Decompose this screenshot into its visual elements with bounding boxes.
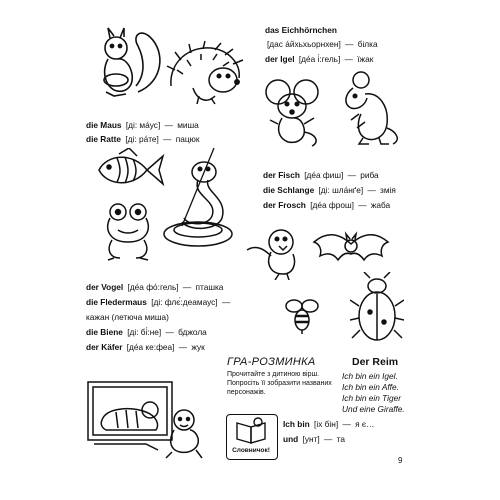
hedgehog-illustration xyxy=(163,40,249,106)
glossary-label: Словничок! xyxy=(232,447,270,454)
vocab-translation: жаба xyxy=(370,200,391,210)
fish-illustration xyxy=(93,148,165,192)
vocab-word: die Biene xyxy=(86,327,123,337)
poem-line: Ich bin ein Igel. xyxy=(342,371,398,381)
vocab-line-eichhoernchen-translation xyxy=(265,39,378,49)
vocab-dash: — xyxy=(347,170,356,180)
vocab-dash: — xyxy=(165,327,174,337)
glossary-dash: — xyxy=(342,419,351,429)
vocab-dash: — xyxy=(358,200,367,210)
vocab-transcription: [ді: бі́:не] xyxy=(127,327,162,337)
glossary-line-ich-bin xyxy=(283,419,374,429)
vocab-transcription: [де́а фиш] xyxy=(304,170,344,180)
vocab-dash: — xyxy=(345,39,354,49)
mouse-illustration xyxy=(258,76,330,148)
vocab-word: die Schlange xyxy=(263,185,315,195)
vocab-line-vogel xyxy=(86,282,223,292)
vocab-translation: пташка xyxy=(195,282,224,292)
vocab-translation: їжак xyxy=(357,54,374,64)
poem-line: Ich bin ein Affe. xyxy=(342,382,399,392)
vocab-translation: бджола xyxy=(178,327,207,337)
glossary-word: und xyxy=(283,434,299,444)
vocab-translation: кажан (летюча миша) xyxy=(86,312,169,322)
book-icon xyxy=(227,415,277,447)
vocab-transcription: [дас а́йхьхьорнхен] xyxy=(267,39,341,49)
bat-illustration xyxy=(310,222,392,272)
bird-illustration xyxy=(243,224,305,280)
vocab-dash: — xyxy=(163,134,172,144)
vocab-translation: білка xyxy=(357,39,378,49)
glossary-line-und xyxy=(283,434,345,444)
glossary-transcription: [унт] xyxy=(302,434,320,444)
vocab-word: das Eichhörnchen xyxy=(265,25,337,35)
vocab-translation: пацюк xyxy=(175,134,200,144)
vocab-transcription: [ді: ма́ус] xyxy=(125,120,161,130)
poem-line: Ich bin ein Tiger xyxy=(342,393,401,403)
game-title: ГРА-РОЗМИНКА xyxy=(227,356,316,368)
vocab-line-schlange xyxy=(263,185,396,195)
vocab-line-kaefer xyxy=(86,342,205,352)
glossary-translation: я є… xyxy=(355,419,375,429)
vocab-line-igel xyxy=(265,54,373,64)
snake-illustration xyxy=(158,146,240,256)
vocab-word: der Käfer xyxy=(86,342,123,352)
vocab-word: der Igel xyxy=(265,54,295,64)
vocab-line-maus xyxy=(86,120,199,130)
glossary-word: Ich bin xyxy=(283,419,310,429)
vocab-dash: — xyxy=(182,282,192,292)
vocab-transcription: [де́а фо́:гель] xyxy=(127,282,179,292)
vocab-translation: жук xyxy=(191,342,205,352)
vocab-word: der Frosch xyxy=(263,200,306,210)
crawling-baby-illustration xyxy=(160,408,210,460)
vocab-dash: — xyxy=(221,297,231,307)
vocab-dash: — xyxy=(367,185,376,195)
vocab-translation: миша xyxy=(177,120,199,130)
game-instructions: Прочитайте з дитиною вірш. Попросіть її зобразити названих персонажів. xyxy=(227,371,332,396)
vocab-transcription: [де́а фрош] xyxy=(310,200,354,210)
vocab-line-biene xyxy=(86,327,207,337)
vocab-translation: риба xyxy=(360,170,379,180)
vocab-translation: змія xyxy=(380,185,396,195)
vocab-line-fisch xyxy=(263,170,379,180)
vocab-dash: — xyxy=(344,54,353,64)
glossary-translation: та xyxy=(336,434,345,444)
frog-illustration xyxy=(100,200,158,262)
squirrel-illustration xyxy=(88,22,168,102)
vocab-word: die Fledermaus xyxy=(86,297,147,307)
vocab-word: die Maus xyxy=(86,120,122,130)
poem-line: Und eine Giraffe. xyxy=(342,404,405,414)
vocab-transcription: [де́а і́:гель] xyxy=(298,54,341,64)
vocab-word: die Ratte xyxy=(86,134,122,144)
glossary-transcription: [іх бін] xyxy=(314,419,339,429)
vocab-transcription: [де́а ке:феа] xyxy=(126,342,175,352)
vocab-line-eichhoernchen xyxy=(265,25,337,35)
vocab-line-ratte xyxy=(86,134,199,144)
vocab-word: der Vogel xyxy=(86,282,124,292)
vocab-word: der Fisch xyxy=(263,170,300,180)
vocab-dash: — xyxy=(178,342,188,352)
rat-illustration xyxy=(335,68,405,146)
vocab-line-frosch xyxy=(263,200,390,210)
vocab-transcription: [ді: шла́нґе] xyxy=(318,185,364,195)
bee-illustration xyxy=(282,296,322,336)
glossary-dash: — xyxy=(324,434,333,444)
beetle-illustration xyxy=(350,272,404,350)
poem-title: Der Reim xyxy=(352,356,399,368)
vocab-line-fledermaus-translation xyxy=(86,312,169,322)
vocab-dash: — xyxy=(164,120,173,130)
page-number: 9 xyxy=(398,456,403,465)
vocab-line-fledermaus xyxy=(86,297,232,307)
vocab-transcription: [ді: ра́те] xyxy=(125,134,159,144)
vocab-transcription: [ді: флє́:деамаус] xyxy=(151,297,218,307)
